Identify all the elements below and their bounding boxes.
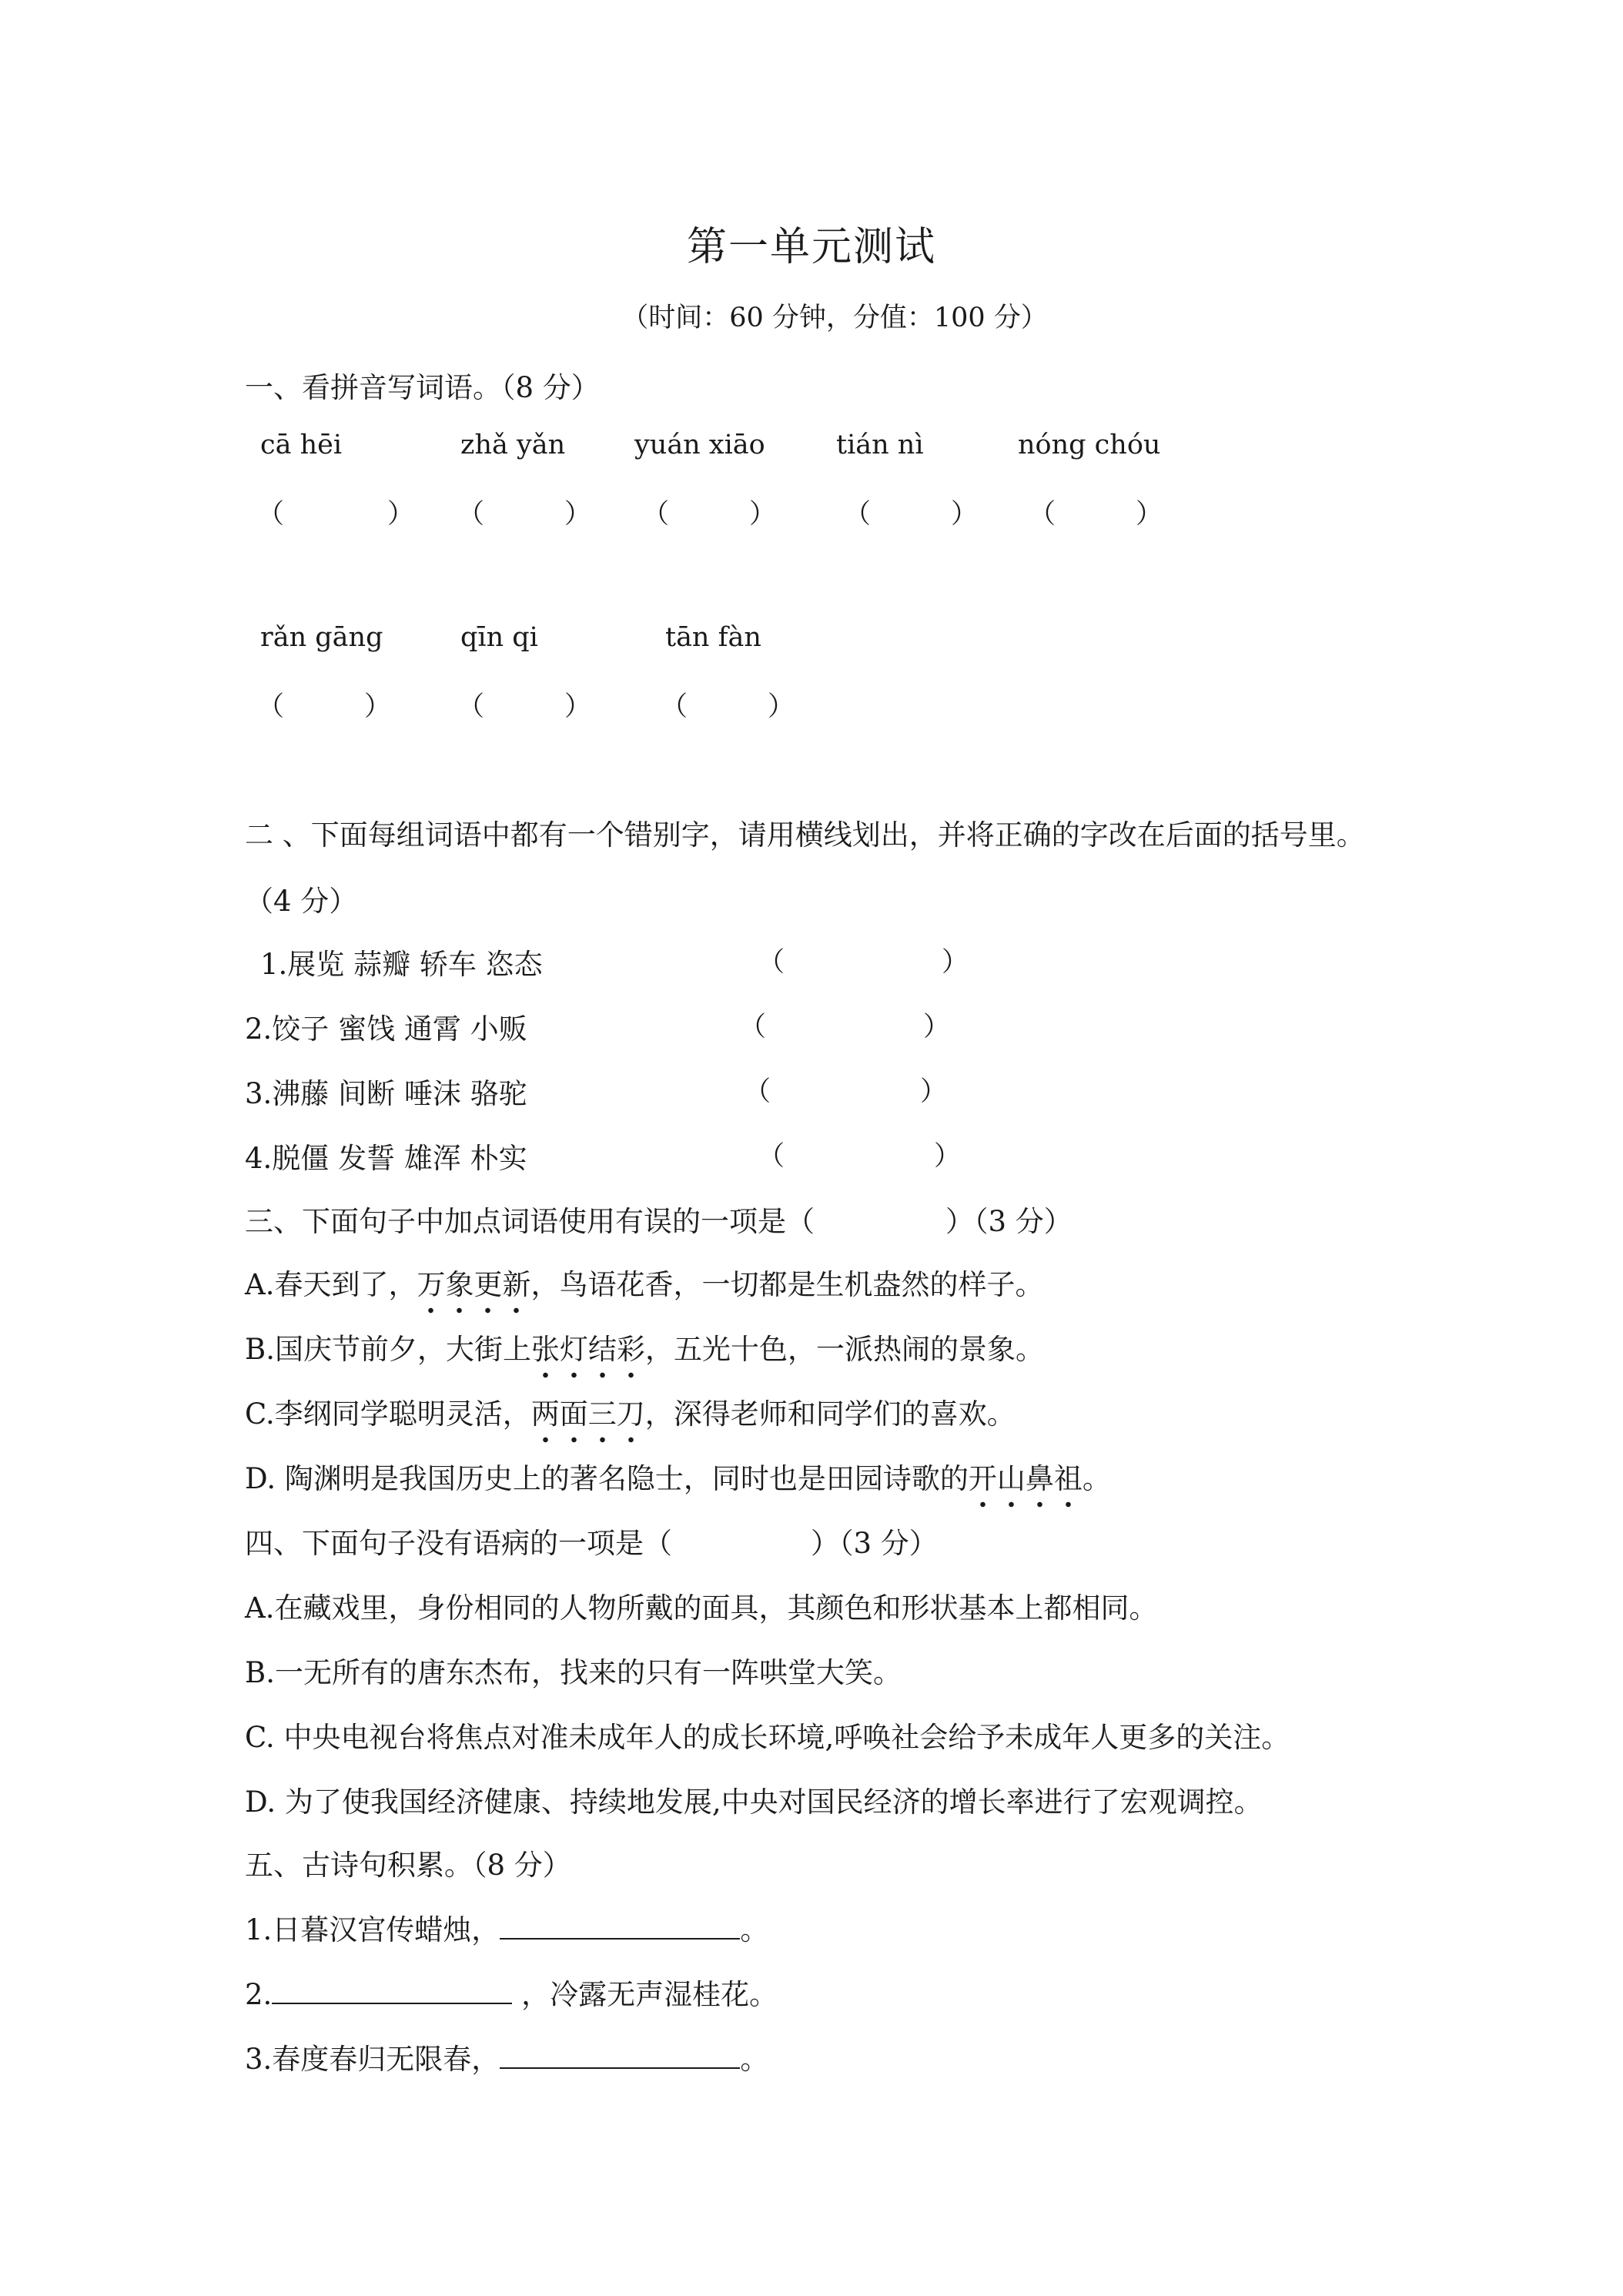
section4-option-a: A.在藏戏里，身份相同的人物所戴的面具，其颜色和形状基本上都相同。 bbox=[245, 1591, 1158, 1625]
section4-option-d: D. 为了使我国经济健康、持续地发展,中央对国民经济的增长率进行了宏观调控。 bbox=[245, 1786, 1263, 1819]
section4-score: ）（3 分） bbox=[811, 1527, 938, 1560]
dotted-word-d: 开山鼻祖 bbox=[969, 1455, 1083, 1497]
section2-heading: 二 、下面每组词语中都有一个错别字，请用横线划出，并将正确的字改在后面的括号里。 bbox=[245, 818, 1365, 852]
page-title: 第一单元测试 bbox=[686, 224, 936, 270]
pinyin-6: rǎn gāng bbox=[260, 622, 383, 653]
poem-line-2: 2. ，冷露无声湿桂花。 bbox=[245, 1978, 778, 2011]
section3-score: ）（3 分） bbox=[945, 1205, 1073, 1238]
answer-bracket-1[interactable]: （ ） bbox=[257, 499, 415, 530]
section4-option-b: B.一无所有的唐东杰布，找来的只有一阵哄堂大笑。 bbox=[245, 1656, 902, 1689]
answer-bracket-6[interactable]: （ ） bbox=[257, 691, 392, 722]
pinyin-8: tān fàn bbox=[665, 622, 761, 653]
section3-heading-text: 三、下面句子中加点词语使用有误的一项是（ bbox=[245, 1205, 815, 1238]
section5-heading: 五、古诗句积累。（8 分） bbox=[245, 1849, 571, 1882]
section3-option-a: A.春天到了，万象更新 ，鸟语花香，一切都是生机盎然的样子。 bbox=[245, 1261, 1043, 1303]
answer-bracket-3[interactable]: （ ） bbox=[642, 499, 777, 530]
section2-item-2: 2.饺子 蜜饯 通霄 小贩 bbox=[245, 1012, 527, 1046]
section2-score: （4 分） bbox=[245, 885, 358, 918]
section4-heading-text: 四、下面句子没有语病的一项是（ bbox=[245, 1527, 672, 1560]
answer-bracket-7[interactable]: （ ） bbox=[457, 691, 592, 722]
section3-option-d: D. 陶渊明是我国历史上的著名隐士，同时也是田园诗歌的开山鼻祖 。 bbox=[245, 1455, 1111, 1497]
section2-bracket-3[interactable]: （ ） bbox=[744, 1076, 948, 1107]
pinyin-2: zhǎ yǎn bbox=[460, 430, 566, 460]
section3-option-c: C.李纲同学聪明灵活，两面三刀 ，深得老师和同学们的喜欢。 bbox=[245, 1391, 1016, 1432]
poem-blank-2[interactable] bbox=[272, 1980, 512, 2004]
pinyin-5: nóng chóu bbox=[1018, 430, 1161, 460]
dotted-word-b: 张灯结彩 bbox=[531, 1326, 645, 1367]
dotted-word-c: 两面三刀 bbox=[531, 1391, 645, 1432]
section2-bracket-4[interactable]: （ ） bbox=[758, 1141, 962, 1172]
pinyin-7: qīn qi bbox=[460, 622, 538, 653]
section2-bracket-1[interactable]: （ ） bbox=[758, 947, 969, 978]
section3-option-b: B.国庆节前夕，大街上张灯结彩 ，五光十色，一派热闹的景象。 bbox=[245, 1326, 1044, 1367]
poem-blank-3[interactable] bbox=[500, 2044, 740, 2069]
pinyin-4: tián nì bbox=[836, 430, 924, 460]
pinyin-3: yuán xiāo bbox=[634, 430, 765, 460]
section2-bracket-2[interactable]: （ ） bbox=[739, 1012, 951, 1043]
poem-blank-1[interactable] bbox=[500, 1915, 740, 1940]
pinyin-1: cā hēi bbox=[260, 430, 343, 460]
dotted-word-a: 万象更新 bbox=[417, 1261, 530, 1303]
section2-item-4: 4.脱僵 发誓 雄浑 朴实 bbox=[245, 1142, 527, 1175]
section4-heading bbox=[245, 1520, 938, 1561]
section2-item-3: 3.沸藤 间断 唾沫 骆驼 bbox=[245, 1077, 527, 1110]
answer-bracket-5[interactable]: （ ） bbox=[1029, 499, 1163, 530]
section3-heading bbox=[245, 1198, 1073, 1240]
poem-line-3: 3.春度春归无限春， 。 bbox=[245, 2043, 769, 2076]
answer-bracket-2[interactable]: （ ） bbox=[457, 499, 592, 530]
poem-line-1: 1.日暮汉宫传蜡烛， 。 bbox=[245, 1913, 769, 1946]
section1-heading: 一、看拼音写词语。（8 分） bbox=[245, 371, 600, 404]
answer-bracket-8[interactable]: （ ） bbox=[661, 691, 795, 722]
page-subtitle: （时间：60 分钟，分值：100 分） bbox=[621, 303, 1048, 333]
answer-bracket-4[interactable]: （ ） bbox=[844, 499, 979, 530]
section2-item-1: 1.展览 蒜瓣 轿车 恣态 bbox=[260, 948, 543, 981]
section4-option-c: C. 中央电视台将焦点对准未成年人的成长环境,呼唤社会给予未成年人更多的关注。 bbox=[245, 1721, 1290, 1754]
